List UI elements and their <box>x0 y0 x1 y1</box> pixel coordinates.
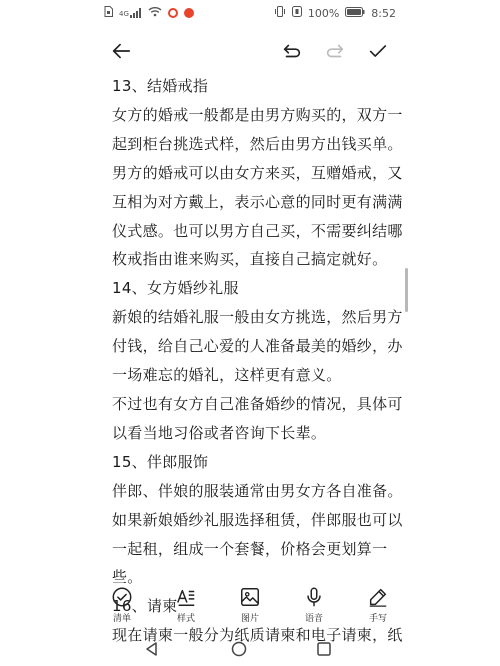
pen-icon <box>367 586 389 608</box>
paragraph-line: 不过也有女方自己准备婚纱的情况，具体可 <box>112 394 403 413</box>
nav-back-icon <box>144 641 160 657</box>
paragraph-line: 一场难忘的婚礼，这样更有意义。 <box>112 366 342 385</box>
battery-icon <box>345 7 365 20</box>
redo-button[interactable] <box>320 36 350 66</box>
nav-recents-button[interactable] <box>313 638 335 660</box>
microphone-icon <box>303 586 325 608</box>
clock: 8:52 <box>371 6 396 20</box>
paragraph-line: 些。 <box>112 568 143 587</box>
section-heading: 16、请柬 <box>112 597 178 616</box>
tab-style[interactable] <box>156 582 216 628</box>
paragraph-line: 伴郎、伴娘的服装通常由男女方各自准备。 <box>112 481 403 500</box>
confirm-button[interactable] <box>363 36 393 66</box>
back-button[interactable] <box>106 36 136 66</box>
section-heading: 15、伴郎服饰 <box>112 452 209 471</box>
paragraph-line: 新娘的结婚礼服一般由女方挑选，然后男方 <box>112 308 403 327</box>
vibrate-icon <box>274 6 286 20</box>
tab-handwriting[interactable] <box>348 582 408 628</box>
bottom-toolbar <box>0 582 500 628</box>
status-right <box>274 6 500 20</box>
redo-icon <box>324 40 346 62</box>
tab-voice[interactable] <box>284 582 344 628</box>
paragraph-line: 一起租，组成一个套餐，价格会更划算一 <box>112 539 388 558</box>
paragraph-line: 如果新娘婚纱礼服选择租赁，伴郎服也可以 <box>112 510 403 529</box>
scrollbar-thumb[interactable] <box>405 268 408 312</box>
nav-home-icon <box>231 641 247 657</box>
tab-label: 图片 <box>240 614 259 624</box>
tab-checklist[interactable] <box>92 582 152 628</box>
wifi-icon <box>148 6 162 20</box>
back-arrow-icon <box>110 40 132 62</box>
nav-back-button[interactable] <box>141 638 163 660</box>
tab-label: 手写 <box>368 614 387 624</box>
tab-label: 语音 <box>304 614 323 624</box>
check-icon <box>367 40 389 62</box>
section-heading: 14、女方婚纱礼服 <box>112 279 239 298</box>
paragraph-line: 仪式感。也可以男方自己买，不需要纠结哪 <box>112 221 403 240</box>
paragraph-line: 付钱，给自己心爱的人准备最美的婚纱，办 <box>112 337 403 356</box>
image-icon <box>239 586 261 608</box>
nav-home-button[interactable] <box>228 638 250 660</box>
tab-label: 清单 <box>112 614 131 624</box>
system-nav-bar <box>0 632 500 666</box>
tab-image[interactable] <box>220 582 280 628</box>
paragraph-line: 现在请柬一般分为纸质请柬和电子请柬，纸 <box>112 626 403 645</box>
paragraph-line: 起到柜台挑选式样，然后由男方出钱买单。 <box>112 134 403 153</box>
paragraph-line: 枚戒指由谁来购买，直接自己搞定就好。 <box>112 250 388 269</box>
signal-icon <box>119 8 142 18</box>
paragraph-line: 互相为对方戴上，表示心意的同时更有满满 <box>112 192 403 211</box>
editor-toolbar <box>0 30 500 70</box>
status-left <box>0 6 194 20</box>
text-style-icon <box>175 586 197 608</box>
notification-icon <box>184 8 194 18</box>
undo-icon <box>281 40 303 62</box>
section-heading: 13、结婚戒指 <box>112 77 209 95</box>
paragraph-line: 男方的婚戒可以由女方来买，互赠婚戒，又 <box>112 163 403 182</box>
sim-icon <box>104 6 113 20</box>
nfc-icon <box>292 6 302 20</box>
signal-text: 4G <box>119 10 129 18</box>
undo-button[interactable] <box>277 36 307 66</box>
checklist-icon <box>111 586 133 608</box>
notification-icon <box>168 8 178 18</box>
status-bar <box>0 0 500 26</box>
tab-label: 样式 <box>176 614 195 624</box>
paragraph-line: 以看当地习俗或者咨询下长辈。 <box>112 423 327 442</box>
paragraph-line: 女方的婚戒一般都是由男方购买的，双方一 <box>112 105 403 124</box>
battery-percent: 100% <box>307 6 340 20</box>
nav-recents-icon <box>316 641 332 657</box>
